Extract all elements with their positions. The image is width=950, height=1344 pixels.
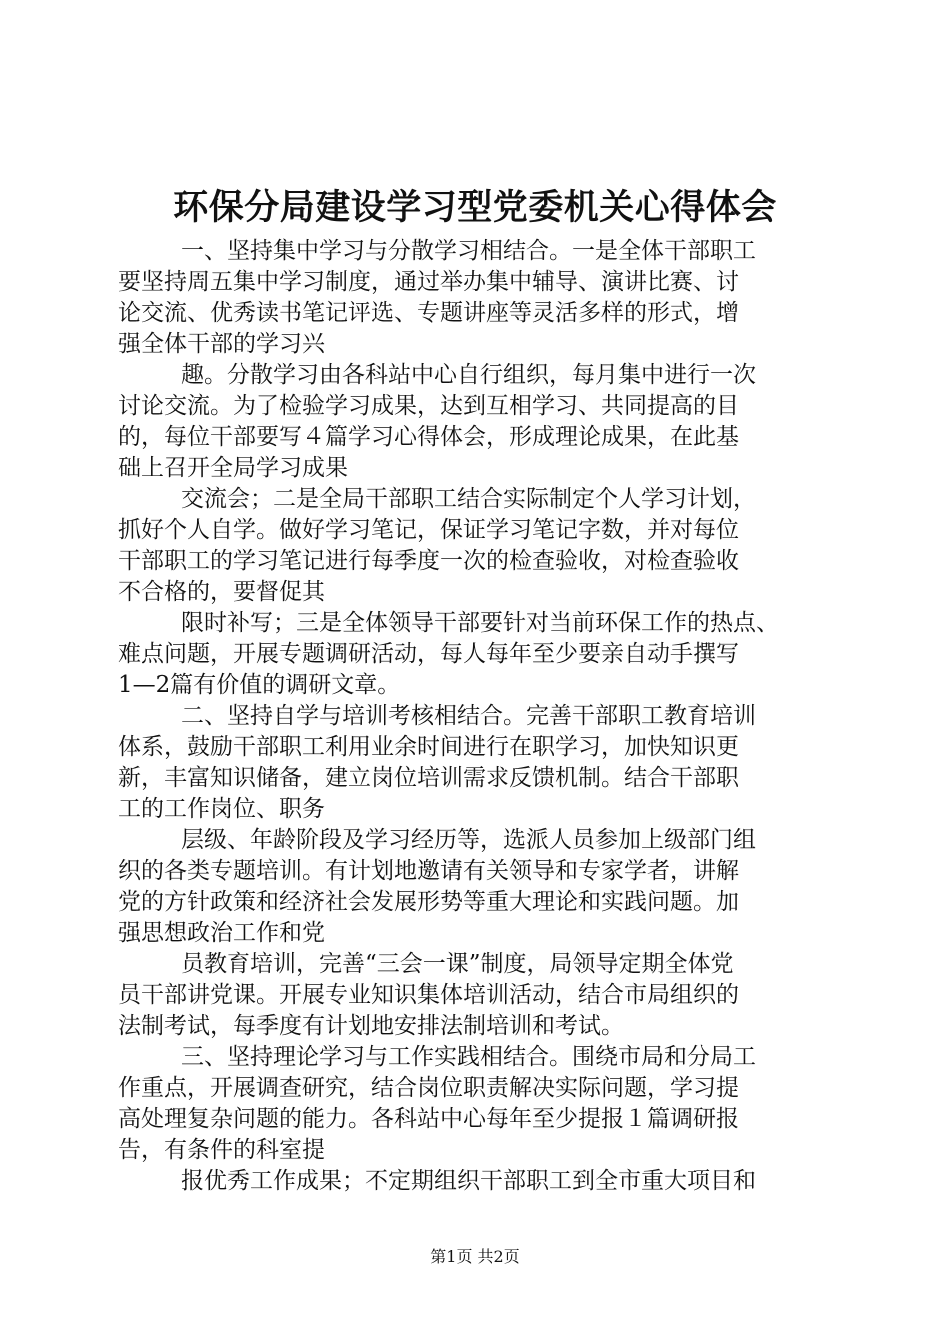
text-line: 作重点，开展调查研究，结合岗位职责解决实际问题，学习提 — [118, 1075, 739, 1101]
paragraph-3 — [118, 484, 834, 608]
paragraph-6 — [118, 825, 834, 949]
text-line: 干部职工的学习笔记进行每季度一次的检查验收，对检查验收 — [118, 548, 739, 574]
text-line: 强思想政治工作和党 — [118, 920, 325, 946]
text-line: 告，有条件的科室提 — [118, 1137, 325, 1163]
text-line: 的，每位干部要写４篇学习心得体会，形成理论成果，在此基 — [118, 424, 739, 450]
paragraph-8 — [118, 1042, 834, 1166]
text-line: 层级、年龄阶段及学习经历等，选派人员参加上级部门组 — [181, 827, 756, 853]
text-line: 要坚持周五集中学习制度，通过举办集中辅导、演讲比赛、讨 — [118, 269, 739, 295]
paragraph-5 — [118, 701, 834, 825]
paragraph-1 — [118, 236, 834, 360]
page-number: 第1页 共2页 — [430, 1247, 520, 1266]
text-line: 础上召开全局学习成果 — [118, 455, 348, 481]
paragraph-4 — [118, 608, 834, 701]
text-line: 报优秀工作成果；不定期组织干部职工到全市重大项目和 — [181, 1168, 756, 1194]
text-line: 论交流、优秀读书笔记评选、专题讲座等灵活多样的形式，增 — [118, 300, 739, 326]
text-line: 织的各类专题培训。有计划地邀请有关领导和专家学者，讲解 — [118, 858, 739, 884]
paragraph-9 — [118, 1166, 834, 1197]
text-line: 二、坚持自学与培训考核相结合。完善干部职工教育培训 — [181, 703, 756, 729]
text-line: 员教育培训，完善“三会一课”制度，局领导定期全体党 — [181, 951, 734, 977]
text-line: 讨论交流。为了检验学习成果，达到互相学习、共同提高的目 — [118, 393, 739, 419]
text-line: 1—2篇有价值的调研文章。 — [118, 672, 401, 698]
text-line: 工的工作岗位、职务 — [118, 796, 325, 822]
document-title: 环保分局建设学习型党委机关心得体会 — [173, 187, 777, 228]
text-line: 员干部讲党课。开展专业知识集体培训活动，结合市局组织的 — [118, 982, 739, 1008]
text-line: 限时补写；三是全体领导干部要针对当前环保工作的热点、 — [181, 610, 779, 636]
paragraph-7 — [118, 949, 834, 1042]
text-line: 体系，鼓励干部职工利用业余时间进行在职学习，加快知识更 — [118, 734, 739, 760]
text-line: 新，丰富知识储备，建立岗位培训需求反馈机制。结合干部职 — [118, 765, 739, 791]
text-line: 党的方针政策和经济社会发展形势等重大理论和实践问题。加 — [118, 889, 739, 915]
text-line: 抓好个人自学。做好学习笔记，保证学习笔记字数，并对每位 — [118, 517, 739, 543]
text-line: 高处理复杂问题的能力。各科站中心每年至少提报１篇调研报 — [118, 1106, 739, 1132]
text-line: 法制考试，每季度有计划地安排法制培训和考试。 — [118, 1013, 624, 1039]
text-line: 强全体干部的学习兴 — [118, 331, 325, 357]
text-line: 一、坚持集中学习与分散学习相结合。一是全体干部职工 — [181, 238, 756, 264]
document-body — [118, 236, 834, 1197]
text-line: 交流会；二是全局干部职工结合实际制定个人学习计划， — [181, 486, 756, 512]
text-line: 不合格的，要督促其 — [118, 579, 325, 605]
text-line: 难点问题，开展专题调研活动，每人每年至少要亲自动手撰写 — [118, 641, 739, 667]
text-line: 趣。分散学习由各科站中心自行组织，每月集中进行一次 — [181, 362, 756, 388]
text-line: 三、坚持理论学习与工作实践相结合。围绕市局和分局工 — [181, 1044, 756, 1070]
paragraph-2 — [118, 360, 834, 484]
